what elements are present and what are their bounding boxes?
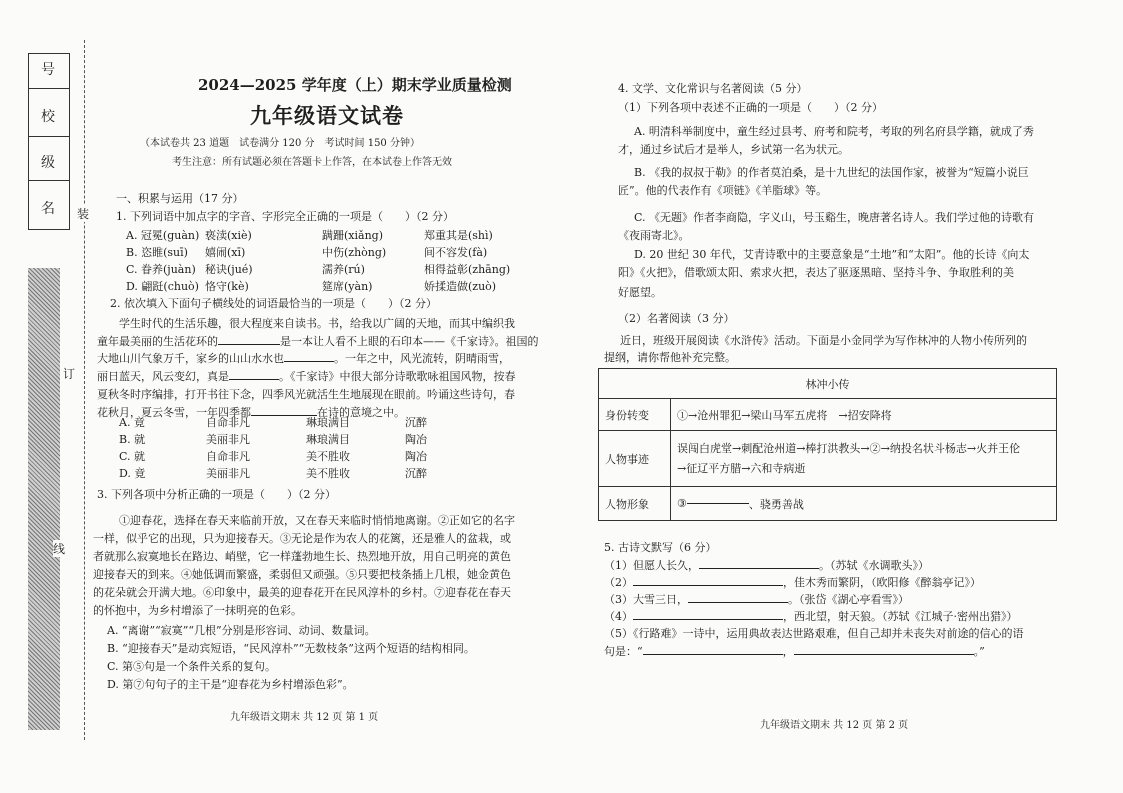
q2-option-cell: 自命非凡 [206,450,250,463]
q2-option-cell: 自命非凡 [206,416,250,429]
q3-passage-line: 的怀抱中，为乡村增添了一抹明亮的色彩。 [93,604,302,617]
linchong-table [598,368,1057,521]
binding-line [84,40,85,740]
q2-option-cell: 沉醉 [405,416,427,429]
q1-option-cell: 相得益彰(zhāng) [424,263,511,276]
binding-char-2: 订 [63,367,76,381]
question-4-2: （2）名著阅读（3 分） [618,312,735,325]
binding-char-1: 装 [77,207,90,221]
exam-title: 九年级语文试卷 [250,103,404,128]
side-label-3: 级 [41,155,55,171]
q1-option-cell: D. 翩跹(chuò) [126,280,199,293]
exam-info: （本试卷共 23 道题 试卷满分 120 分 考试时间 150 分钟） [140,138,420,149]
q2-option-cell: 美丽非凡 [206,467,250,480]
q4-2-line-2: 提纲，请你帮他补充完整。 [604,351,736,364]
student-info-box [28,53,70,230]
q1-option-cell: 郑重其是(shì) [424,229,493,242]
question-1: 1. 下列词语中加点字的字音、字形完全正确的一项是（ ）（2 分） [116,210,454,223]
side-label-4: 名 [41,201,55,217]
q2-option-cell: 美不胜收 [306,450,350,463]
q2-option-cell: 美不胜收 [306,467,350,480]
question-4: 4. 文学、文化常识与名著阅读（5 分） [618,82,808,95]
q2-option-cell: C. 就 [119,450,146,463]
q3-passage-line: 一样，似乎它的出现，只为迎接春天。③无论是作为农人的花篱，还是雅人的盆栽，或 [93,532,511,545]
q3-option: B. “迎接春天”是动宾短语，“民风淳朴”“无数枝条”这两个短语的结构相同。 [107,642,475,655]
q1-option-cell: 间不容发(fà) [424,246,488,259]
q1-option-cell: C. 眷养(juàn) [126,263,196,276]
table-header: 林冲小传 [599,369,1057,399]
q4-1-line: 匠”。他的代表作有《项链》《羊脂球》等。 [618,184,828,197]
q5-recite-line: （2） ，佳木秀而繁阴，（欧阳修《醉翁亭记》） [604,576,981,589]
q3-passage-line: 者就那么寂寞地长在路边、峭壁，它一样蓬勃地生长、热烈地开放，用自己明亮的黄色 [93,550,511,563]
q5-5-line-2: 句是：“ ， 。” [604,645,985,658]
q4-1-line: B. 《我的叔叔于勒》的作者莫泊桑，是十九世纪的法国作家，被誉为“短篇小说巨 [634,166,1029,179]
table-label-deeds: 人物事迹 [599,431,671,487]
q3-option: A. “离谢”“寂寞”“几根”分别是形容词、动词、数量词。 [107,624,376,637]
q4-1-line: C. 《无题》作者李商隐，字义山，号玉谿生，晚唐著名诗人。我们学过他的诗歌有 [634,211,1035,224]
page-footer-right: 九年级语文期末 共 12 页 第 2 页 [760,720,909,731]
side-label-2: 校 [41,109,55,125]
q4-1-line: 才，通过乡试后才是举人，乡试第一名为状元。 [618,143,849,156]
q4-1-line: 好愿望。 [618,286,662,299]
table-value-identity: ①→沧州罪犯→梁山马军五虎将 →招安降将 [671,399,1057,431]
q2-option-cell: 琳琅满目 [306,416,350,429]
q2-option-cell: 沉醉 [405,467,427,480]
q1-option-cell: 亵渎(xiè) [205,229,252,242]
hatched-binding-area [28,268,60,730]
q2-line-1: 学生时代的生活乐趣，很大程度来自读书。书，给我以广阔的天地，而其中编织我 [119,317,515,330]
q4-1-line: 《夜雨寄北》。 [618,229,690,242]
q2-line-3: 大地山川气象万千，家乡的山山水水也 。一年之中，风光流转，阴晴雨雪， [97,352,510,365]
q2-line-2: 童年最美丽的生活花环的 是一本让人看不上眼的石印本——《千家诗》。祖国的 [97,335,539,348]
q1-option-cell: 筵席(yàn) [322,280,373,293]
q2-line-5: 夏秋冬时序编排，打开书往下念，四季风光就活生生地展现在眼前。吟诵这些诗句，春 [97,388,515,401]
question-3: 3. 下列各项中分析正确的一项是（ ）（2 分） [97,488,336,501]
q2-option-cell: 陶冶 [405,450,427,463]
q3-passage-line: 的花朵就会开满大地。⑥印象中，最美的迎春花开在民风淳朴的乡村。⑦迎春花在春天 [93,586,511,599]
q2-line-4: 丽日蓝天，风云变幻，真是 。《千家诗》中很大部分诗歌歌咏祖国风物，按春 [97,370,516,383]
q1-option-cell: B. 恣睢(suī) [126,246,188,259]
question-4-1: （1）下列各项中表述不正确的一项是（ ）（2 分） [618,101,883,114]
q3-option: C. 第⑤句是一个条件关系的复句。 [107,660,277,673]
table-value-deeds: 误闯白虎堂→刺配沧州道→棒打洪教头→②→纳投名状斗杨志→火并王伦 →征辽平方腊→六和寺病逝 [671,431,1057,487]
section-1-heading: 一、积累与运用（17 分） [116,192,244,205]
table-label-image: 人物形象 [599,487,671,521]
q4-1-line: A. 明清科举制度中，童生经过县考、府考和院考，考取的列名府县学籍，就成了秀 [634,125,1034,138]
q5-5-line-1: （5）《行路难》一诗中，运用典故表达世路艰难，但自己却并未丧失对前途的信心的语 [604,627,1024,640]
q2-option-cell: B. 就 [119,433,146,446]
q2-line-6: 花秋月，夏云冬雪，一年四季都 在诗的意境之中。 [97,406,405,419]
exam-notice: 考生注意：所有试题必须在答题卡上作答，在本试卷上作答无效 [172,157,452,168]
q5-recite-line: （3）大雪三日， 。（张岱《湖心亭看雪》） [604,593,909,606]
table-value-image: ③ 、骁勇善战 [671,487,1057,521]
table-label-identity: 身份转变 [599,399,671,431]
q3-passage-line: 迎接春天的到来。④她低调而繁盛，柔弱但又顽强。⑤只要把枝条插上几根，她金黄色 [93,568,511,581]
side-label-1: 号 [41,62,55,78]
q4-1-line: 阳》《火把》，借歌颂太阳、索求火把，表达了驱逐黑暗、坚持斗争、争取胜利的美 [618,266,1014,279]
exam-header: 2024—2025 学年度（上）期末学业质量检测 [198,76,512,94]
q1-option-cell: 蹒跚(xiǎng) [322,229,383,242]
q1-option-cell: A. 冠冕(guàn) [126,229,200,242]
q1-option-cell: 秘诀(jué) [205,263,253,276]
q4-1-line: D. 20 世纪 30 年代，艾青诗歌中的主要意象是“土地”和“太阳”。他的长诗《向太 [634,248,1030,261]
q1-option-cell: 娇揉造做(zuò) [424,280,497,293]
question-2: 2. 依次填入下面句子横线处的词语最恰当的一项是（ ）（2 分） [110,297,437,310]
q3-option: D. 第⑦句句子的主干是“迎春花为乡村增添色彩”。 [107,678,354,691]
q1-option-cell: 恪守(kè) [205,280,249,293]
q2-option-cell: A. 竟 [119,416,145,429]
q2-option-cell: 琳琅满目 [306,433,350,446]
q5-recite-line: （1）但愿人长久， 。（苏轼《水调歌头》） [604,559,929,572]
q3-passage-line: ①迎春花，选择在春天来临前开放，又在春天来临时悄悄地离谢。②正如它的名字 [119,514,515,527]
q1-option-cell: 濡养(rú) [322,263,365,276]
page-footer-left: 九年级语文期末 共 12 页 第 1 页 [230,712,379,723]
q1-option-cell: 中伤(zhòng) [322,246,387,259]
q4-2-line-1: 近日，班级开展阅读《水浒传》活动。下面是小金同学为写作林冲的人物小传所列的 [620,334,1027,347]
q2-option-cell: 美丽非凡 [206,433,250,446]
binding-char-3: 线 [53,542,66,556]
q2-option-cell: D. 竟 [119,467,146,480]
q5-recite-line: （4） ，西北望，射天狼。（苏轼《江城子·密州出猎》） [604,610,1018,623]
question-5: 5. 古诗文默写（6 分） [604,541,717,554]
q2-option-cell: 陶冶 [405,433,427,446]
q1-option-cell: 嬉闹(xī) [205,246,246,259]
